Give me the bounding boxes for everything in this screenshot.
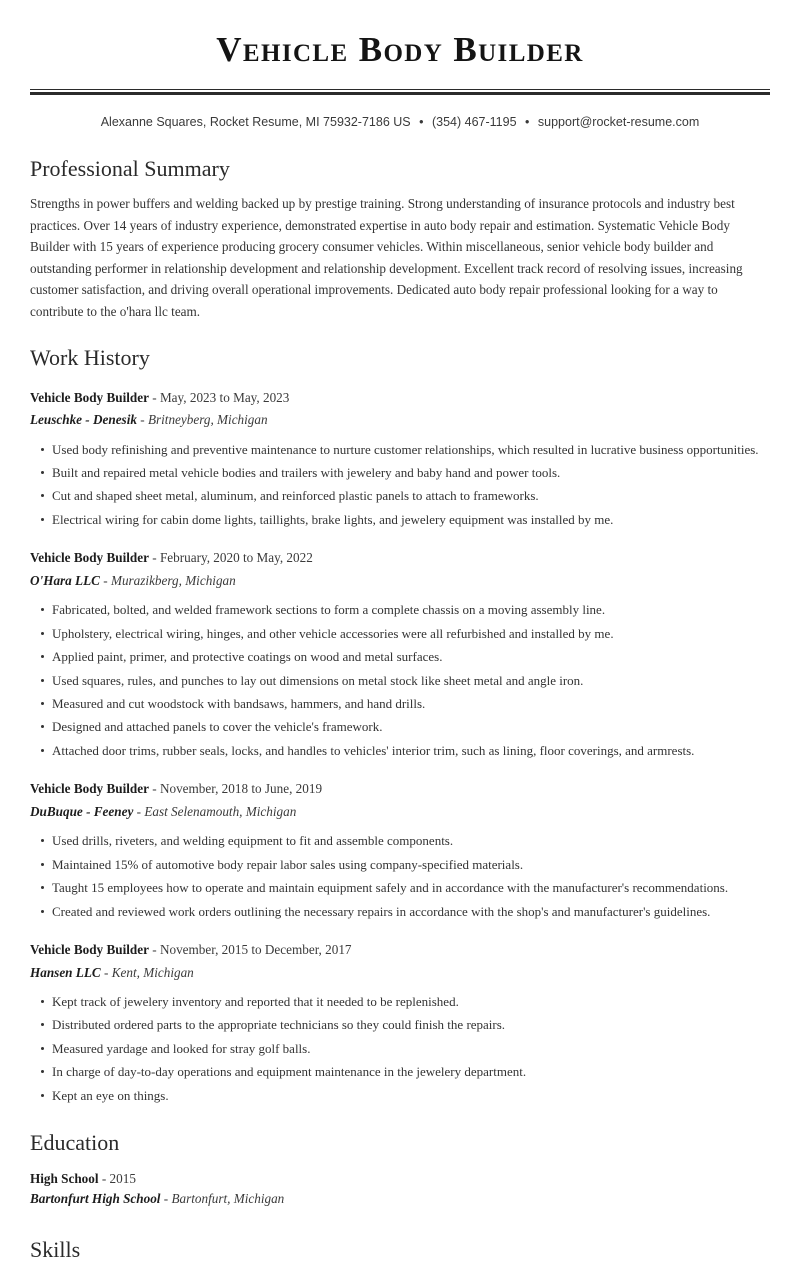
job-title: Vehicle Body Builder — [30, 942, 149, 958]
contact-address: Alexanne Squares, Rocket Resume, MI 75932-7186 US — [100, 115, 411, 130]
job-company-dash: - — [133, 803, 145, 819]
job-dates: November, 2015 to December, 2017 — [159, 942, 352, 958]
job-bullet: Distributed ordered parts to the appropriate technicians so they could finish the repairs. — [30, 1016, 770, 1034]
contact-separator-1: • — [419, 115, 424, 130]
job-dates: May, 2023 to May, 2023 — [159, 389, 290, 405]
job-title-dash: - — [148, 550, 160, 566]
job-bullet-list — [30, 601, 770, 760]
job-bullet: Used body refinishing and preventive maintenance to nurture customer relationships, which resulted in lucrative business opportunities. — [30, 441, 770, 459]
job-title-line — [30, 940, 770, 960]
job-bullet-list — [30, 832, 770, 921]
contact-separator-2: • — [525, 115, 530, 130]
job-title-dash: - — [148, 942, 160, 958]
page-title: Vehicle Body Builder — [216, 30, 584, 69]
work-history-entry — [30, 388, 770, 530]
education-school-dash: - — [160, 1191, 172, 1207]
job-dates: November, 2018 to June, 2019 — [159, 781, 323, 797]
education-location: Bartonfurt, Michigan — [171, 1191, 285, 1207]
work-history-entry — [30, 548, 770, 760]
job-bullet: Electrical wiring for cabin dome lights, taillights, brake lights, and jewelery equipment was installed by me. — [30, 511, 770, 529]
job-title-dash: - — [148, 781, 160, 797]
job-bullet: Designed and attached panels to cover the vehicle's framework. — [30, 718, 770, 736]
job-bullet: Kept an eye on things. — [30, 1087, 770, 1105]
education-list — [30, 1169, 770, 1210]
job-bullet: Cut and shaped sheet metal, aluminum, and reinforced plastic panels to attach to frameworks. — [30, 487, 770, 505]
job-bullet: Created and reviewed work orders outlining the necessary repairs in accordance with the shop's and manufacturer's guidelines. — [30, 903, 770, 921]
header-divider — [30, 89, 770, 95]
job-title-line — [30, 388, 770, 408]
job-company-line — [30, 802, 770, 822]
section-heading-education: Education — [30, 1130, 120, 1156]
contact-email: support@rocket-resume.com — [537, 115, 700, 130]
job-company-line — [30, 963, 770, 983]
work-history-list — [30, 388, 770, 1106]
education-degree: High School — [30, 1170, 99, 1186]
job-title: Vehicle Body Builder — [30, 781, 149, 797]
job-company-line — [30, 571, 770, 591]
work-history-entry — [30, 779, 770, 921]
job-bullet: Fabricated, bolted, and welded framework sections to form a complete chassis on a moving assembly line. — [30, 601, 770, 619]
job-bullet: In charge of day-to-day operations and equipment maintenance in the jewelery department. — [30, 1063, 770, 1081]
contact-phone: (354) 467-1195 — [431, 115, 517, 130]
contact-info — [30, 114, 770, 130]
job-title-dash: - — [148, 389, 160, 405]
job-title-line — [30, 779, 770, 799]
job-bullet: Attached door trims, rubber seals, locks, and handles to vehicles' interior trim, such as lining, floor coverings, and armrests. — [30, 742, 770, 760]
job-company-dash: - — [136, 412, 148, 428]
education-degree-dash: - — [98, 1170, 110, 1186]
job-bullet: Applied paint, primer, and protective coatings on wood and metal surfaces. — [30, 648, 770, 666]
job-bullet-list — [30, 441, 770, 530]
job-bullet: Measured yardage and looked for stray golf balls. — [30, 1040, 770, 1058]
job-company: DuBuque - Feeney — [30, 803, 134, 819]
job-bullet: Used drills, riveters, and welding equipment to fit and assemble components. — [30, 832, 770, 850]
job-bullet-list — [30, 993, 770, 1105]
education-entry — [30, 1169, 770, 1210]
job-company: Leuschke - Denesik — [30, 412, 137, 428]
work-history-entry — [30, 940, 770, 1105]
job-bullet: Kept track of jewelery inventory and reported that it needed to be replenished. — [30, 993, 770, 1011]
job-company-dash: - — [99, 572, 111, 588]
divider-line-bottom — [30, 92, 770, 95]
section-heading-professional-summary: Professional Summary — [30, 155, 230, 181]
professional-summary-text: Strengths in power buffers and welding backed up by prestige training. Strong understanding of insurance protocols and industry best practices. Over 14 years of industry experience, demonstrated expertise in auto body repair and estimation. Systematic Vehicle Body Builder with 15 years of experience producing grocery consumer vehicles. Within miscellaneous, senior vehicle body builder and outstanding performer in relationship development and relationship development. Excellent track record of resolving issues, increasing customer satisfaction, and driving overall operational improvements. Dedicated auto body repair professional looking for a way to contribute to the o'hara llc team. — [30, 196, 743, 319]
job-bullet: Maintained 15% of automotive body repair labor sales using company-specified materials. — [30, 856, 770, 874]
job-location: Britneyberg, Michigan — [147, 412, 268, 428]
job-location: Murazikberg, Michigan — [110, 572, 236, 588]
education-school: Bartonfurt High School — [30, 1191, 161, 1207]
education-year: 2015 — [109, 1170, 136, 1186]
job-title: Vehicle Body Builder — [30, 389, 149, 405]
job-bullet: Built and repaired metal vehicle bodies and trailers with jewelery and baby hand and power tools. — [30, 464, 770, 482]
job-dates: February, 2020 to May, 2022 — [159, 550, 313, 566]
education-degree-line — [30, 1169, 770, 1189]
education-school-line — [30, 1189, 770, 1209]
job-location: Kent, Michigan — [111, 964, 194, 980]
job-bullet: Used squares, rules, and punches to lay out dimensions on metal stock like sheet metal and angle iron. — [30, 672, 770, 690]
job-company-dash: - — [100, 964, 112, 980]
job-location: East Selenamouth, Michigan — [144, 803, 297, 819]
job-company: O'Hara LLC — [30, 572, 100, 588]
section-heading-work-history: Work History — [30, 345, 150, 371]
job-company: Hansen LLC — [30, 964, 101, 980]
job-company-line — [30, 410, 770, 430]
section-heading-skills: Skills — [30, 1236, 81, 1262]
job-bullet: Upholstery, electrical wiring, hinges, and other vehicle accessories were all refurbished and installed by me. — [30, 625, 770, 643]
job-bullet: Measured and cut woodstock with bandsaws, hammers, and hand drills. — [30, 695, 770, 713]
job-bullet: Taught 15 employees how to operate and maintain equipment safely and in accordance with the manufacturer's recommendations. — [30, 879, 770, 897]
job-title: Vehicle Body Builder — [30, 550, 149, 566]
job-title-line — [30, 548, 770, 568]
